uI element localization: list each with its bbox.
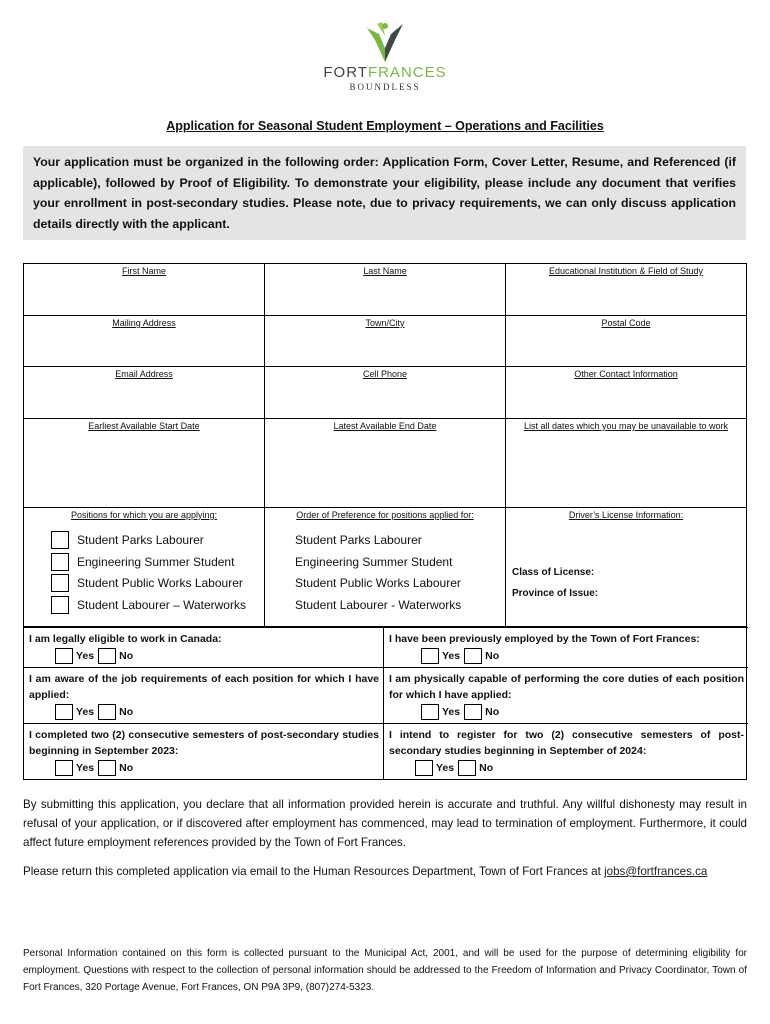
license-province-label: Province of Issue:: [512, 588, 599, 599]
position-checkbox[interactable]: [51, 574, 69, 592]
position-checkbox[interactable]: [51, 531, 69, 549]
no-checkbox[interactable]: [98, 648, 116, 664]
latest-end-field[interactable]: Latest Available End Date: [265, 419, 506, 507]
declaration-text: By submitting this application, you declare that all information provided herein is accurate and truthful. Any willful dishonesty may result in refusal of your application, or if discovered after employment has commenced, may lead to termination of employment. Furthermore, it could affect future employment references provided by the Town of Fort Frances.: [23, 798, 747, 849]
education-field[interactable]: Educational Institution & Field of Study: [548, 266, 704, 276]
license-column[interactable]: Driver’s License Information: Class of License: Province of Issue:: [506, 508, 746, 626]
license-class-label: Class of License:: [512, 567, 595, 578]
town-city-field[interactable]: Town/City: [265, 316, 506, 366]
no-checkbox[interactable]: [98, 704, 116, 720]
eligibility-question: I completed two (2) consecutive semesters of post-secondary studies beginning in September 2023: Yes No: [24, 723, 384, 779]
cell-phone-field[interactable]: Cell Phone: [265, 367, 506, 418]
privacy-notice: Personal Information contained on this form is collected pursuant to the Municipal Act, 2001, and will be used for the purpose of determining eligibility for employment. Questions with respect to the collection of personal information should be addressed to the Freedom of Information and Privacy Coordinator, Town of Fort Frances, 320 Portage Avenue, Fort Frances, ON P9A 3P9, (807)274-5323.: [23, 948, 747, 993]
mailing-address-field[interactable]: Mailing Address: [24, 316, 265, 366]
instructions-box: Your application must be organized in the following order: Application Form, Cover Letter, Resume, and Referenced (if applicable), followed by Proof of Eligibility. To demonstrate your eligibility, please include any document that verifies your enrollment in post-secondary studies. Please note, due to privacy requirements, we can only discuss application details directly with the applicant.: [23, 146, 746, 240]
yes-checkbox[interactable]: [55, 648, 73, 664]
eligibility-question: I am physically capable of performing the core duties of each position for which I have applied: Yes No: [384, 667, 748, 723]
yes-checkbox[interactable]: [55, 704, 73, 720]
position-option[interactable]: Student Public Works Labourer: [51, 572, 246, 594]
yes-checkbox[interactable]: [421, 704, 439, 720]
position-option[interactable]: Student Parks Labourer: [51, 529, 246, 551]
email-link[interactable]: jobs@fortfrances.ca: [604, 865, 708, 878]
eligibility-section: [23, 627, 747, 780]
eligibility-question: I have been previously employed by the Town of Fort Frances: Yes No: [384, 627, 748, 667]
fort-frances-logo-icon: [365, 18, 405, 62]
eligibility-question: I intend to register for two (2) consecutive semesters of post-secondary studies beginning in September of 2024: Yes No: [384, 723, 748, 779]
postal-code-field[interactable]: Postal Code: [601, 318, 651, 328]
yes-checkbox[interactable]: [415, 760, 433, 776]
logo: [0, 18, 770, 92]
preference-item: Student Parks Labourer: [295, 532, 422, 547]
position-checkbox[interactable]: [51, 596, 69, 614]
eligibility-question: I am aware of the job requirements of each position for which I have applied: Yes No: [24, 667, 384, 723]
unavailable-dates-field[interactable]: List all dates which you may be unavailable to work: [523, 421, 729, 431]
no-checkbox[interactable]: [464, 648, 482, 664]
brand-name: FORTFRANCES: [323, 64, 447, 81]
position-option[interactable]: Student Labourer – Waterworks: [51, 594, 246, 616]
earliest-start-field[interactable]: Earliest Available Start Date: [24, 419, 265, 507]
positions-column: Positions for which you are applying: Student Parks Labourer Engineering Summer Student Student Public Works Labourer Student Labourer – Waterworks: [24, 508, 265, 626]
position-checkbox[interactable]: [51, 553, 69, 571]
yes-checkbox[interactable]: [55, 760, 73, 776]
no-checkbox[interactable]: [98, 760, 116, 776]
first-name-field[interactable]: First Name: [24, 264, 265, 315]
preference-item: Student Labourer - Waterworks: [295, 597, 462, 612]
page-title: Application for Seasonal Student Employment – Operations and Facilities: [166, 119, 604, 133]
no-checkbox[interactable]: [458, 760, 476, 776]
no-checkbox[interactable]: [464, 704, 482, 720]
eligibility-question: I am legally eligible to work in Canada: Yes No: [24, 627, 384, 667]
preference-item: Student Public Works Labourer: [295, 576, 461, 591]
return-instructions: Please return this completed application via email to the Human Resources Department, Town of Fort Frances at jobs@fortfrances.ca: [23, 865, 708, 878]
last-name-field[interactable]: Last Name: [265, 264, 506, 315]
yes-checkbox[interactable]: [421, 648, 439, 664]
brand-tagline: BOUNDLESS: [349, 82, 421, 92]
preference-column[interactable]: Order of Preference for positions applied for: Student Parks Labourer Engineering Summer Student Student Public Works Labourer Student Labourer - Waterworks: [265, 508, 506, 626]
application-form-grid: [23, 263, 747, 627]
position-option[interactable]: Engineering Summer Student: [51, 551, 246, 573]
email-address-field[interactable]: Email Address: [24, 367, 265, 418]
other-contact-field[interactable]: Other Contact Information: [574, 369, 678, 379]
preference-item: Engineering Summer Student: [295, 554, 453, 569]
